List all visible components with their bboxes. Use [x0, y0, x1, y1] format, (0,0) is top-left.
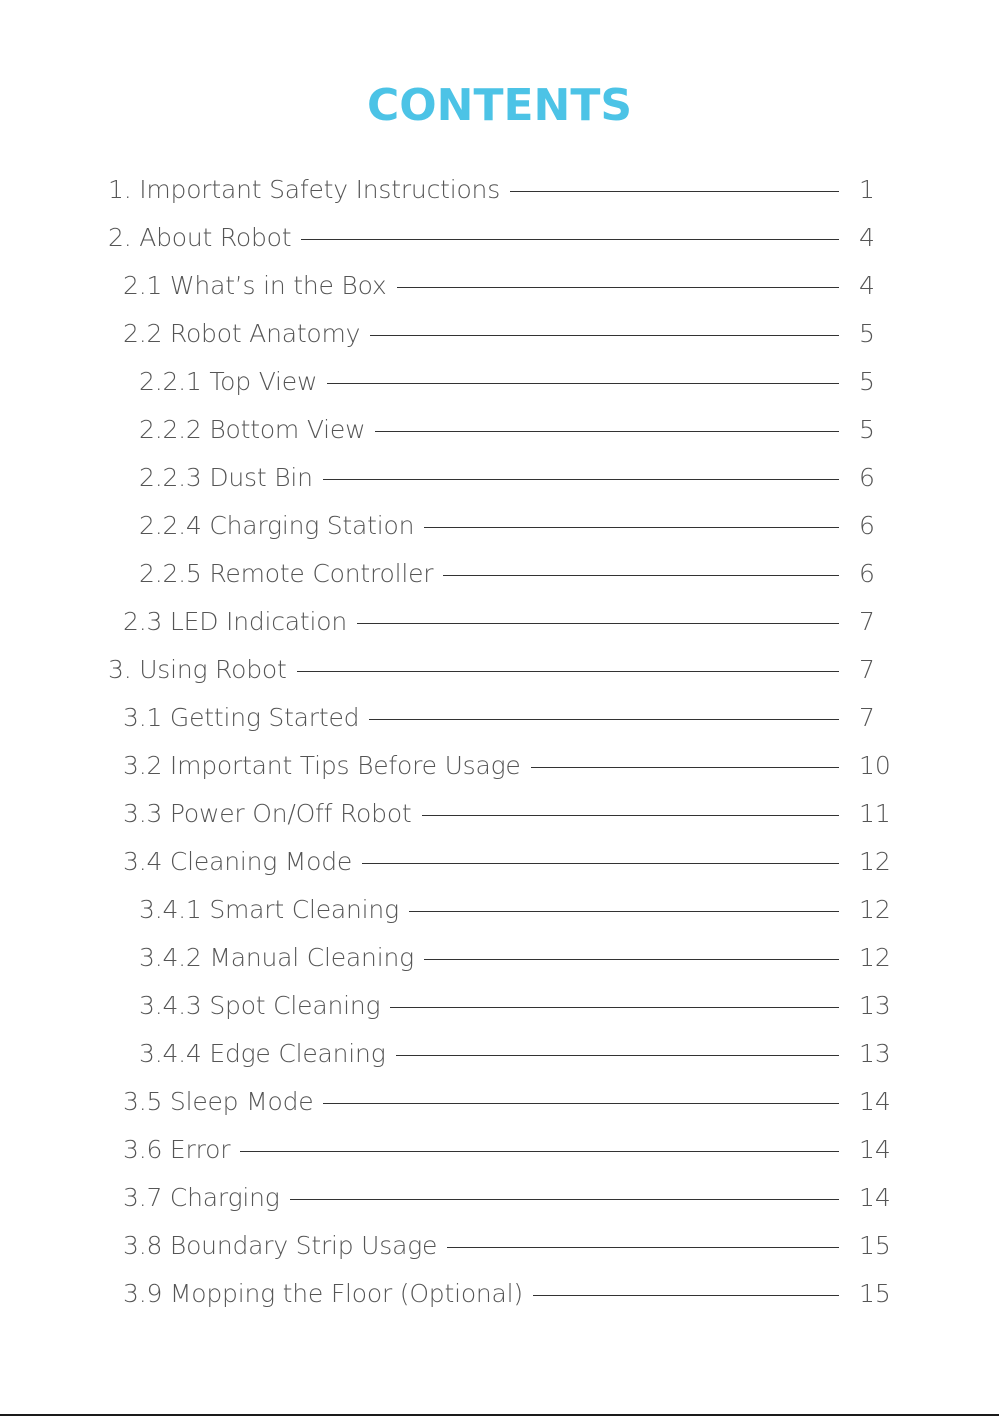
toc-leader-line	[362, 863, 839, 864]
toc-entry-label: 2.3 LED Indication	[123, 607, 348, 636]
toc-entry-label: 3. Using Robot	[108, 655, 287, 684]
toc-entry-label: 2.2.3 Dust Bin	[139, 463, 313, 492]
toc-entry-page-number: 6	[859, 463, 875, 492]
toc-entry[interactable]	[0, 1174, 999, 1222]
toc-leader-line	[424, 959, 839, 960]
toc-entry-label: 2. About Robot	[108, 223, 292, 252]
toc-leader-line	[409, 911, 839, 912]
toc-leader-line	[533, 1295, 839, 1296]
toc-entry[interactable]	[0, 454, 999, 502]
toc-entry-page-number: 12	[859, 895, 891, 924]
toc-leader-line	[327, 383, 839, 384]
toc-leader-line	[370, 335, 839, 336]
toc-leader-line	[510, 191, 839, 192]
toc-entry[interactable]	[0, 934, 999, 982]
toc-entry-page-number: 15	[859, 1279, 891, 1308]
toc-entry-label: 3.9 Mopping the Floor (Optional)	[123, 1279, 523, 1308]
toc-entry[interactable]	[0, 310, 999, 358]
toc-leader-line	[301, 239, 839, 240]
toc-entry-page-number: 5	[859, 367, 875, 396]
toc-leader-line	[240, 1151, 839, 1152]
toc-leader-line	[290, 1199, 839, 1200]
toc-entry-page-number: 5	[859, 319, 875, 348]
toc-entry-label: 2.2 Robot Anatomy	[123, 319, 361, 348]
toc-entry[interactable]	[0, 358, 999, 406]
toc-entry-page-number: 15	[859, 1231, 891, 1260]
toc-leader-line	[424, 527, 839, 528]
toc-entry-label: 3.4.3 Spot Cleaning	[139, 991, 381, 1020]
toc-entry-page-number: 7	[859, 703, 875, 732]
toc-leader-line	[397, 287, 839, 288]
toc-entry[interactable]	[0, 790, 999, 838]
toc-entry-page-number: 13	[859, 991, 891, 1020]
toc-entry-page-number: 7	[859, 655, 875, 684]
toc-entry-page-number: 7	[859, 607, 875, 636]
toc-entry-label: 2.2.1 Top View	[139, 367, 318, 396]
toc-leader-line	[375, 431, 839, 432]
toc-entry[interactable]	[0, 262, 999, 310]
toc-entry-page-number: 13	[859, 1039, 891, 1068]
toc-leader-line	[443, 575, 839, 576]
toc-entry-page-number: 10	[859, 751, 891, 780]
toc-entry[interactable]	[0, 1126, 999, 1174]
toc-entry-label: 3.3 Power On/Off Robot	[123, 799, 412, 828]
toc-entry-page-number: 14	[859, 1087, 891, 1116]
toc-entry[interactable]	[0, 742, 999, 790]
toc-entry-page-number: 4	[859, 271, 875, 300]
toc-entry-label: 2.2.4 Charging Station	[139, 511, 415, 540]
toc-entry[interactable]	[0, 166, 999, 214]
toc-leader-line	[422, 815, 839, 816]
toc-entry-page-number: 12	[859, 943, 891, 972]
toc-entry-page-number: 14	[859, 1135, 891, 1164]
toc-entry[interactable]	[0, 502, 999, 550]
toc-leader-line	[369, 719, 839, 720]
toc-entry-page-number: 12	[859, 847, 891, 876]
toc-entry[interactable]	[0, 838, 999, 886]
toc-entry-page-number: 6	[859, 511, 875, 540]
toc-entry-label: 3.4 Cleaning Mode	[123, 847, 353, 876]
toc-entry-label: 3.7 Charging	[123, 1183, 280, 1212]
toc-entry[interactable]	[0, 214, 999, 262]
toc-entry[interactable]	[0, 886, 999, 934]
toc-leader-line	[531, 767, 839, 768]
toc-leader-line	[447, 1247, 839, 1248]
toc-entry[interactable]	[0, 406, 999, 454]
toc-entry[interactable]	[0, 1078, 999, 1126]
toc-leader-line	[357, 623, 839, 624]
toc-entry-label: 3.6 Error	[123, 1135, 231, 1164]
toc-entry[interactable]	[0, 646, 999, 694]
toc-entry-label: 2.2.5 Remote Controller	[139, 559, 434, 588]
toc-entry-page-number: 11	[859, 799, 891, 828]
toc-entry-label: 3.4.2 Manual Cleaning	[139, 943, 414, 972]
toc-leader-line	[297, 671, 839, 672]
page-title: CONTENTS	[366, 80, 633, 131]
toc-entry[interactable]	[0, 694, 999, 742]
toc-entry-label: 3.2 Important Tips Before Usage	[123, 751, 521, 780]
toc-entry[interactable]	[0, 1222, 999, 1270]
toc-leader-line	[323, 479, 839, 480]
toc-entry-label: 3.4.1 Smart Cleaning	[139, 895, 399, 924]
toc-entry-label: 1. Important Safety Instructions	[108, 175, 501, 204]
toc-entry[interactable]	[0, 1030, 999, 1078]
toc-entry[interactable]	[0, 1270, 999, 1318]
toc-entry-page-number: 4	[859, 223, 875, 252]
toc-entry[interactable]	[0, 598, 999, 646]
bottom-border-line	[0, 1414, 999, 1416]
toc-entry-page-number: 6	[859, 559, 875, 588]
toc-entry-label: 3.4.4 Edge Cleaning	[139, 1039, 386, 1068]
toc-entry-page-number: 14	[859, 1183, 891, 1212]
toc-entry-label: 2.2.2 Bottom View	[139, 415, 366, 444]
toc-leader-line	[390, 1007, 839, 1008]
toc-entry-label: 2.1 What’s in the Box	[123, 271, 387, 300]
toc-entry-page-number: 1	[859, 175, 875, 204]
toc-leader-line	[323, 1103, 839, 1104]
toc-entry[interactable]	[0, 982, 999, 1030]
toc-entry-label: 3.8 Boundary Strip Usage	[123, 1231, 438, 1260]
toc-entry-label: 3.5 Sleep Mode	[123, 1087, 314, 1116]
toc-leader-line	[396, 1055, 839, 1056]
toc-entry[interactable]	[0, 550, 999, 598]
toc-entry-label: 3.1 Getting Started	[123, 703, 360, 732]
toc-entry-page-number: 5	[859, 415, 875, 444]
